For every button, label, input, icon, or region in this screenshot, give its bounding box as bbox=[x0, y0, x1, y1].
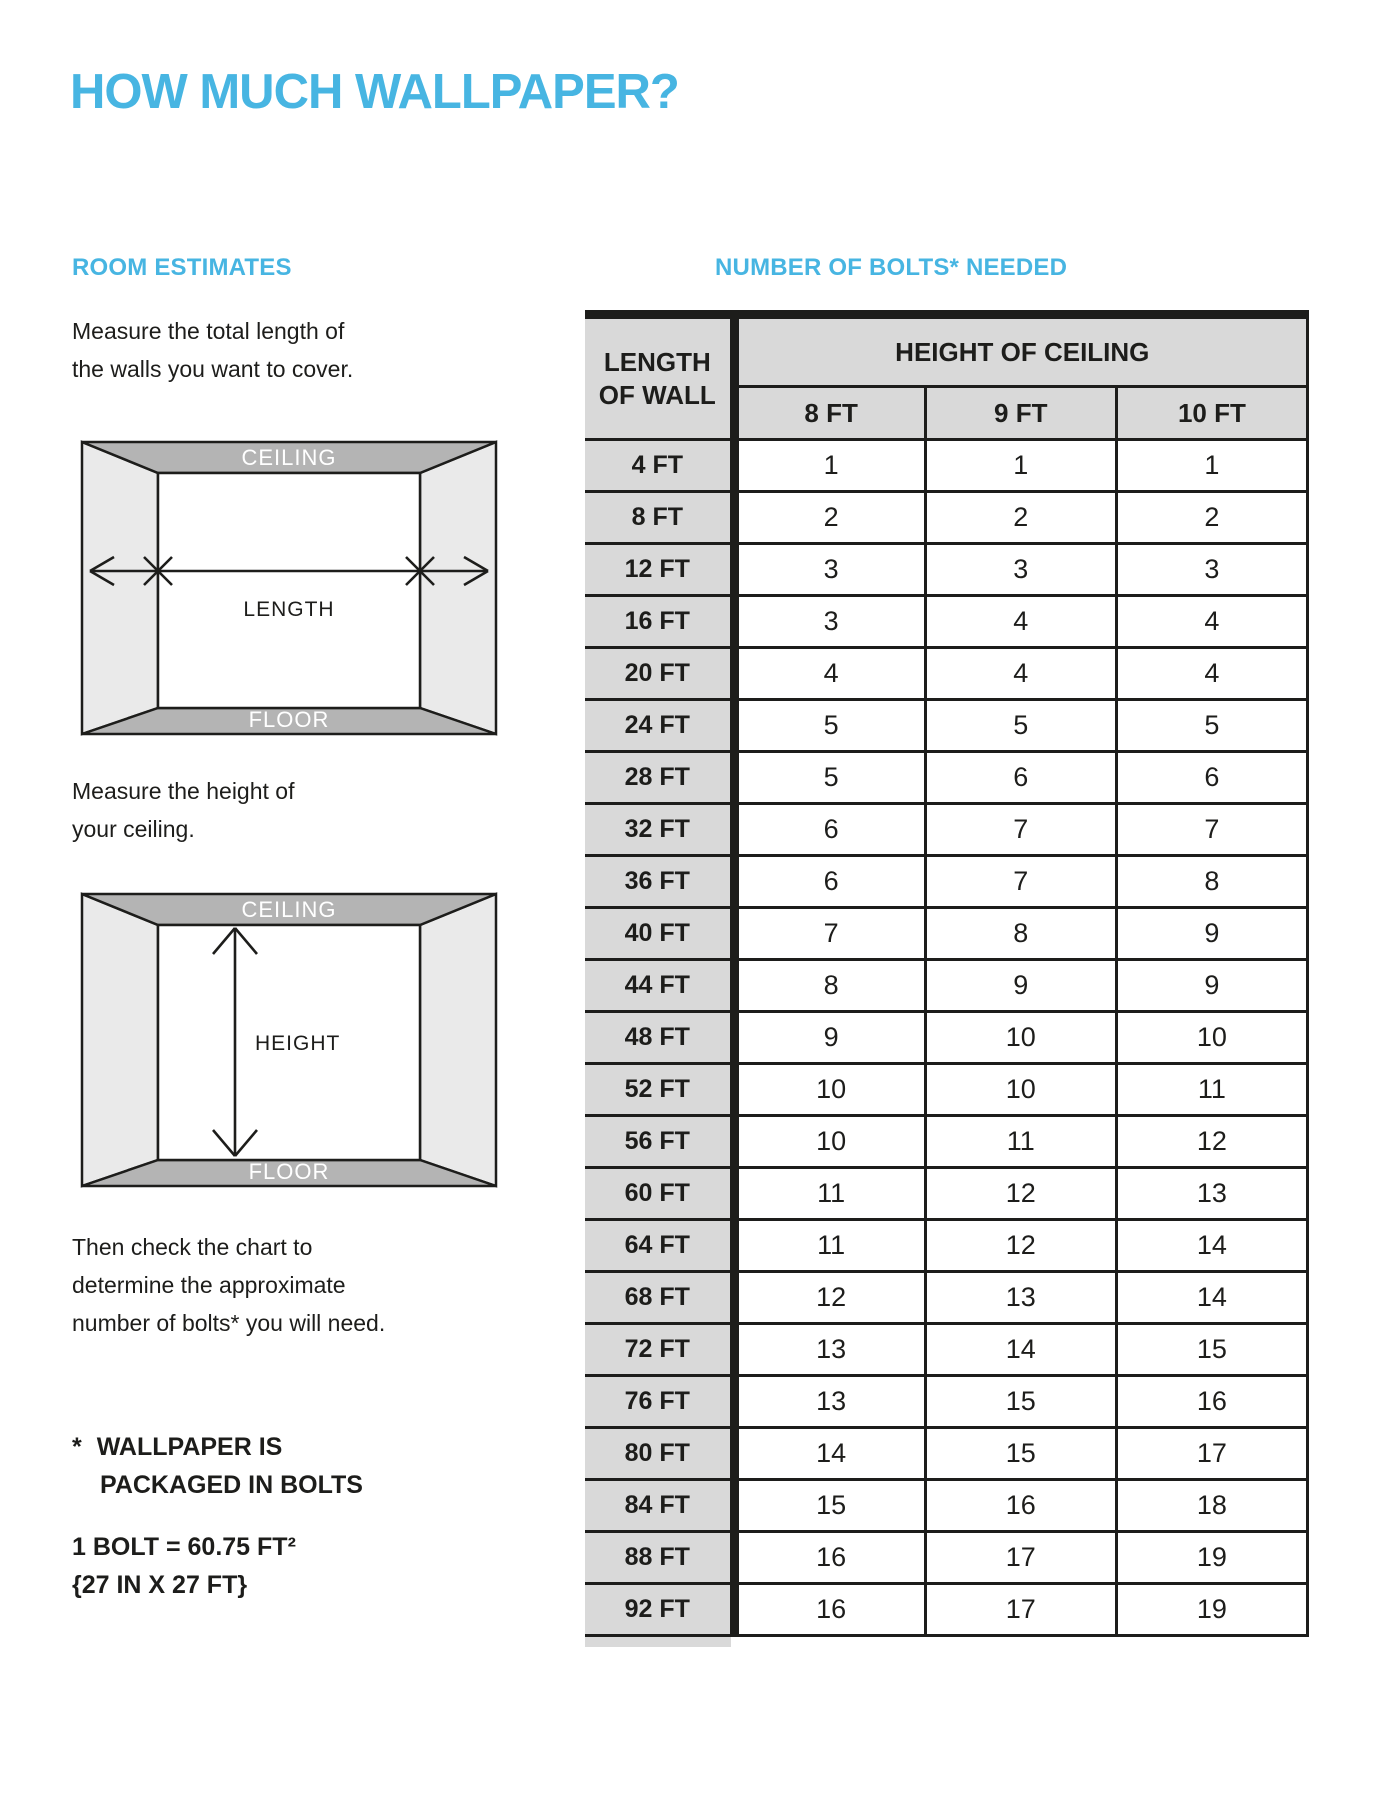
table-row bbox=[585, 700, 1308, 752]
bolts-value-cell: 14 bbox=[925, 1324, 1116, 1376]
wall-length-cell: 16 FT bbox=[585, 596, 734, 648]
bolts-value-cell: 3 bbox=[734, 544, 925, 596]
instruction-chart-line3: number of bolts* you will need. bbox=[72, 1310, 386, 1336]
bolts-value-cell: 17 bbox=[925, 1532, 1116, 1584]
bolts-value-cell: 4 bbox=[1116, 648, 1307, 700]
table-row bbox=[585, 1220, 1308, 1272]
wall-length-cell: 68 FT bbox=[585, 1272, 734, 1324]
bolts-value-cell: 5 bbox=[1116, 700, 1307, 752]
table-row bbox=[585, 1116, 1308, 1168]
bolts-value-cell: 14 bbox=[1116, 1272, 1307, 1324]
bolts-value-cell: 17 bbox=[925, 1584, 1116, 1636]
bolts-value-cell: 7 bbox=[925, 856, 1116, 908]
bolts-value-cell: 8 bbox=[734, 960, 925, 1012]
wall-length-cell: 92 FT bbox=[585, 1584, 734, 1636]
footnote-asterisk: * bbox=[72, 1433, 82, 1461]
wall-length-cell: 40 FT bbox=[585, 908, 734, 960]
bolts-value-cell: 2 bbox=[1116, 492, 1307, 544]
wall-length-cell: 36 FT bbox=[585, 856, 734, 908]
bolts-value-cell: 6 bbox=[734, 856, 925, 908]
bolts-value-cell: 11 bbox=[734, 1220, 925, 1272]
bolts-value-cell: 1 bbox=[1116, 440, 1307, 492]
left-wall bbox=[82, 442, 158, 734]
instruction-chart-line1: Then check the chart to bbox=[72, 1234, 313, 1260]
bolts-value-cell: 19 bbox=[1116, 1532, 1307, 1584]
wall-length-cell: 88 FT bbox=[585, 1532, 734, 1584]
bolt-definition-line1: 1 BOLT = 60.75 FT² bbox=[72, 1533, 296, 1561]
bolts-value-cell: 9 bbox=[1116, 908, 1307, 960]
bolts-value-cell: 11 bbox=[1116, 1064, 1307, 1116]
instruction-height bbox=[72, 772, 294, 848]
table-row bbox=[585, 492, 1308, 544]
table-row bbox=[585, 1012, 1308, 1064]
room-estimates-heading: ROOM ESTIMATES bbox=[72, 254, 292, 281]
wall-length-cell: 48 FT bbox=[585, 1012, 734, 1064]
footnote-bolts bbox=[72, 1428, 363, 1504]
table-row bbox=[585, 1064, 1308, 1116]
bolts-value-cell: 15 bbox=[734, 1480, 925, 1532]
wall-length-cell: 76 FT bbox=[585, 1376, 734, 1428]
bolts-value-cell: 13 bbox=[734, 1324, 925, 1376]
bolts-value-cell: 8 bbox=[1116, 856, 1307, 908]
column-header-9ft: 9 FT bbox=[925, 387, 1116, 440]
bolts-value-cell: 12 bbox=[925, 1220, 1116, 1272]
length-of-wall-header-line2: OF WALL bbox=[598, 379, 716, 410]
bolts-value-cell: 4 bbox=[925, 648, 1116, 700]
bolts-table bbox=[585, 310, 1309, 1637]
bolts-value-cell: 6 bbox=[1116, 752, 1307, 804]
bolts-value-cell: 6 bbox=[925, 752, 1116, 804]
bolts-value-cell: 12 bbox=[1116, 1116, 1307, 1168]
wall-length-cell: 28 FT bbox=[585, 752, 734, 804]
bolts-value-cell: 3 bbox=[734, 596, 925, 648]
left-wall bbox=[82, 894, 158, 1186]
bolts-value-cell: 5 bbox=[734, 752, 925, 804]
bolts-value-cell: 1 bbox=[925, 440, 1116, 492]
wall-length-cell: 52 FT bbox=[585, 1064, 734, 1116]
bolts-value-cell: 2 bbox=[925, 492, 1116, 544]
table-row bbox=[585, 1168, 1308, 1220]
table-row bbox=[585, 1480, 1308, 1532]
bolts-value-cell: 5 bbox=[734, 700, 925, 752]
table-row bbox=[585, 1376, 1308, 1428]
bolts-value-cell: 7 bbox=[734, 908, 925, 960]
table-row bbox=[585, 648, 1308, 700]
wall-length-cell: 80 FT bbox=[585, 1428, 734, 1480]
instruction-chart-line2: determine the approximate bbox=[72, 1272, 346, 1298]
table-row bbox=[585, 1584, 1308, 1636]
instruction-length-line1: Measure the total length of bbox=[72, 318, 345, 344]
height-label: HEIGHT bbox=[255, 1032, 341, 1055]
column-header-10ft: 10 FT bbox=[1116, 387, 1307, 440]
bolts-value-cell: 11 bbox=[734, 1168, 925, 1220]
bolts-value-cell: 12 bbox=[925, 1168, 1116, 1220]
floor-label: FLOOR bbox=[248, 707, 330, 732]
bolts-value-cell: 8 bbox=[925, 908, 1116, 960]
bolts-value-cell: 10 bbox=[734, 1064, 925, 1116]
footnote-line1-text: WALLPAPER IS bbox=[96, 1433, 283, 1461]
length-label: LENGTH bbox=[243, 598, 335, 621]
bolts-value-cell: 16 bbox=[734, 1584, 925, 1636]
wall-length-cell: 24 FT bbox=[585, 700, 734, 752]
bolts-value-cell: 19 bbox=[1116, 1584, 1307, 1636]
table-row bbox=[585, 1428, 1308, 1480]
wall-length-cell: 84 FT bbox=[585, 1480, 734, 1532]
bolts-value-cell: 10 bbox=[1116, 1012, 1307, 1064]
table-row bbox=[585, 1324, 1308, 1376]
bolts-value-cell: 18 bbox=[1116, 1480, 1307, 1532]
bolts-value-cell: 10 bbox=[734, 1116, 925, 1168]
back-wall bbox=[158, 473, 420, 708]
length-of-wall-header-line1: LENGTH bbox=[603, 346, 711, 377]
table-row bbox=[585, 804, 1308, 856]
bolts-table-body bbox=[585, 440, 1308, 1636]
bolts-value-cell: 15 bbox=[925, 1376, 1116, 1428]
wall-length-cell: 8 FT bbox=[585, 492, 734, 544]
right-wall bbox=[420, 442, 496, 734]
bolts-value-cell: 1 bbox=[734, 440, 925, 492]
table-row bbox=[585, 908, 1308, 960]
bolts-value-cell: 11 bbox=[925, 1116, 1116, 1168]
bolts-value-cell: 12 bbox=[734, 1272, 925, 1324]
bolt-definition-line2: {27 IN X 27 FT} bbox=[72, 1571, 248, 1599]
bolts-needed-heading: NUMBER OF BOLTS* NEEDED bbox=[715, 254, 1068, 281]
bolts-value-cell: 13 bbox=[1116, 1168, 1307, 1220]
bolts-value-cell: 15 bbox=[1116, 1324, 1307, 1376]
instruction-length bbox=[72, 312, 353, 388]
bolts-value-cell: 3 bbox=[1116, 544, 1307, 596]
bolts-value-cell: 4 bbox=[1116, 596, 1307, 648]
bolts-value-cell: 14 bbox=[734, 1428, 925, 1480]
bolts-value-cell: 6 bbox=[734, 804, 925, 856]
bolts-value-cell: 4 bbox=[925, 596, 1116, 648]
bolts-value-cell: 4 bbox=[734, 648, 925, 700]
room-height-diagram bbox=[78, 890, 500, 1190]
table-row bbox=[585, 440, 1308, 492]
bolts-value-cell: 13 bbox=[734, 1376, 925, 1428]
instruction-chart bbox=[72, 1228, 385, 1342]
bolts-value-cell: 13 bbox=[925, 1272, 1116, 1324]
right-wall bbox=[420, 894, 496, 1186]
wall-length-cell: 44 FT bbox=[585, 960, 734, 1012]
bolts-value-cell: 5 bbox=[925, 700, 1116, 752]
height-of-ceiling-header: HEIGHT OF CEILING bbox=[734, 315, 1307, 387]
bolts-value-cell: 2 bbox=[734, 492, 925, 544]
table-row bbox=[585, 960, 1308, 1012]
bolts-value-cell: 14 bbox=[1116, 1220, 1307, 1272]
bolts-value-cell: 9 bbox=[734, 1012, 925, 1064]
wall-length-cell: 60 FT bbox=[585, 1168, 734, 1220]
table-row bbox=[585, 544, 1308, 596]
wall-length-cell: 12 FT bbox=[585, 544, 734, 596]
bolts-table-container bbox=[585, 310, 1309, 1647]
room-length-diagram bbox=[78, 438, 500, 738]
page-title: HOW MUCH WALLPAPER? bbox=[70, 65, 679, 119]
bolts-value-cell: 7 bbox=[925, 804, 1116, 856]
bolts-value-cell: 9 bbox=[925, 960, 1116, 1012]
wall-length-cell: 20 FT bbox=[585, 648, 734, 700]
table-row bbox=[585, 1532, 1308, 1584]
bolts-value-cell: 16 bbox=[734, 1532, 925, 1584]
bolts-value-cell: 15 bbox=[925, 1428, 1116, 1480]
table-row bbox=[585, 1272, 1308, 1324]
wall-length-cell: 64 FT bbox=[585, 1220, 734, 1272]
footnote-line2-text: PACKAGED IN BOLTS bbox=[100, 1471, 363, 1499]
bolts-value-cell: 17 bbox=[1116, 1428, 1307, 1480]
bolts-value-cell: 16 bbox=[925, 1480, 1116, 1532]
table-bottom-stub bbox=[585, 1637, 731, 1647]
bolts-value-cell: 16 bbox=[1116, 1376, 1307, 1428]
ceiling-label: CEILING bbox=[241, 897, 337, 922]
table-row bbox=[585, 856, 1308, 908]
wall-length-cell: 4 FT bbox=[585, 440, 734, 492]
length-of-wall-header bbox=[585, 315, 734, 440]
wall-length-cell: 72 FT bbox=[585, 1324, 734, 1376]
bolts-value-cell: 9 bbox=[1116, 960, 1307, 1012]
column-header-8ft: 8 FT bbox=[734, 387, 925, 440]
instruction-height-line2: your ceiling. bbox=[72, 816, 195, 842]
table-row bbox=[585, 596, 1308, 648]
instruction-length-line2: the walls you want to cover. bbox=[72, 356, 354, 382]
wall-length-cell: 32 FT bbox=[585, 804, 734, 856]
bolts-value-cell: 10 bbox=[925, 1012, 1116, 1064]
bolts-value-cell: 7 bbox=[1116, 804, 1307, 856]
bolts-value-cell: 10 bbox=[925, 1064, 1116, 1116]
table-row bbox=[585, 752, 1308, 804]
ceiling-label: CEILING bbox=[241, 445, 337, 470]
wall-length-cell: 56 FT bbox=[585, 1116, 734, 1168]
footnote-line1 bbox=[72, 1428, 363, 1466]
bolt-definition bbox=[72, 1528, 296, 1604]
bolts-value-cell: 3 bbox=[925, 544, 1116, 596]
floor-label: FLOOR bbox=[248, 1159, 330, 1184]
instruction-height-line1: Measure the height of bbox=[72, 778, 295, 804]
